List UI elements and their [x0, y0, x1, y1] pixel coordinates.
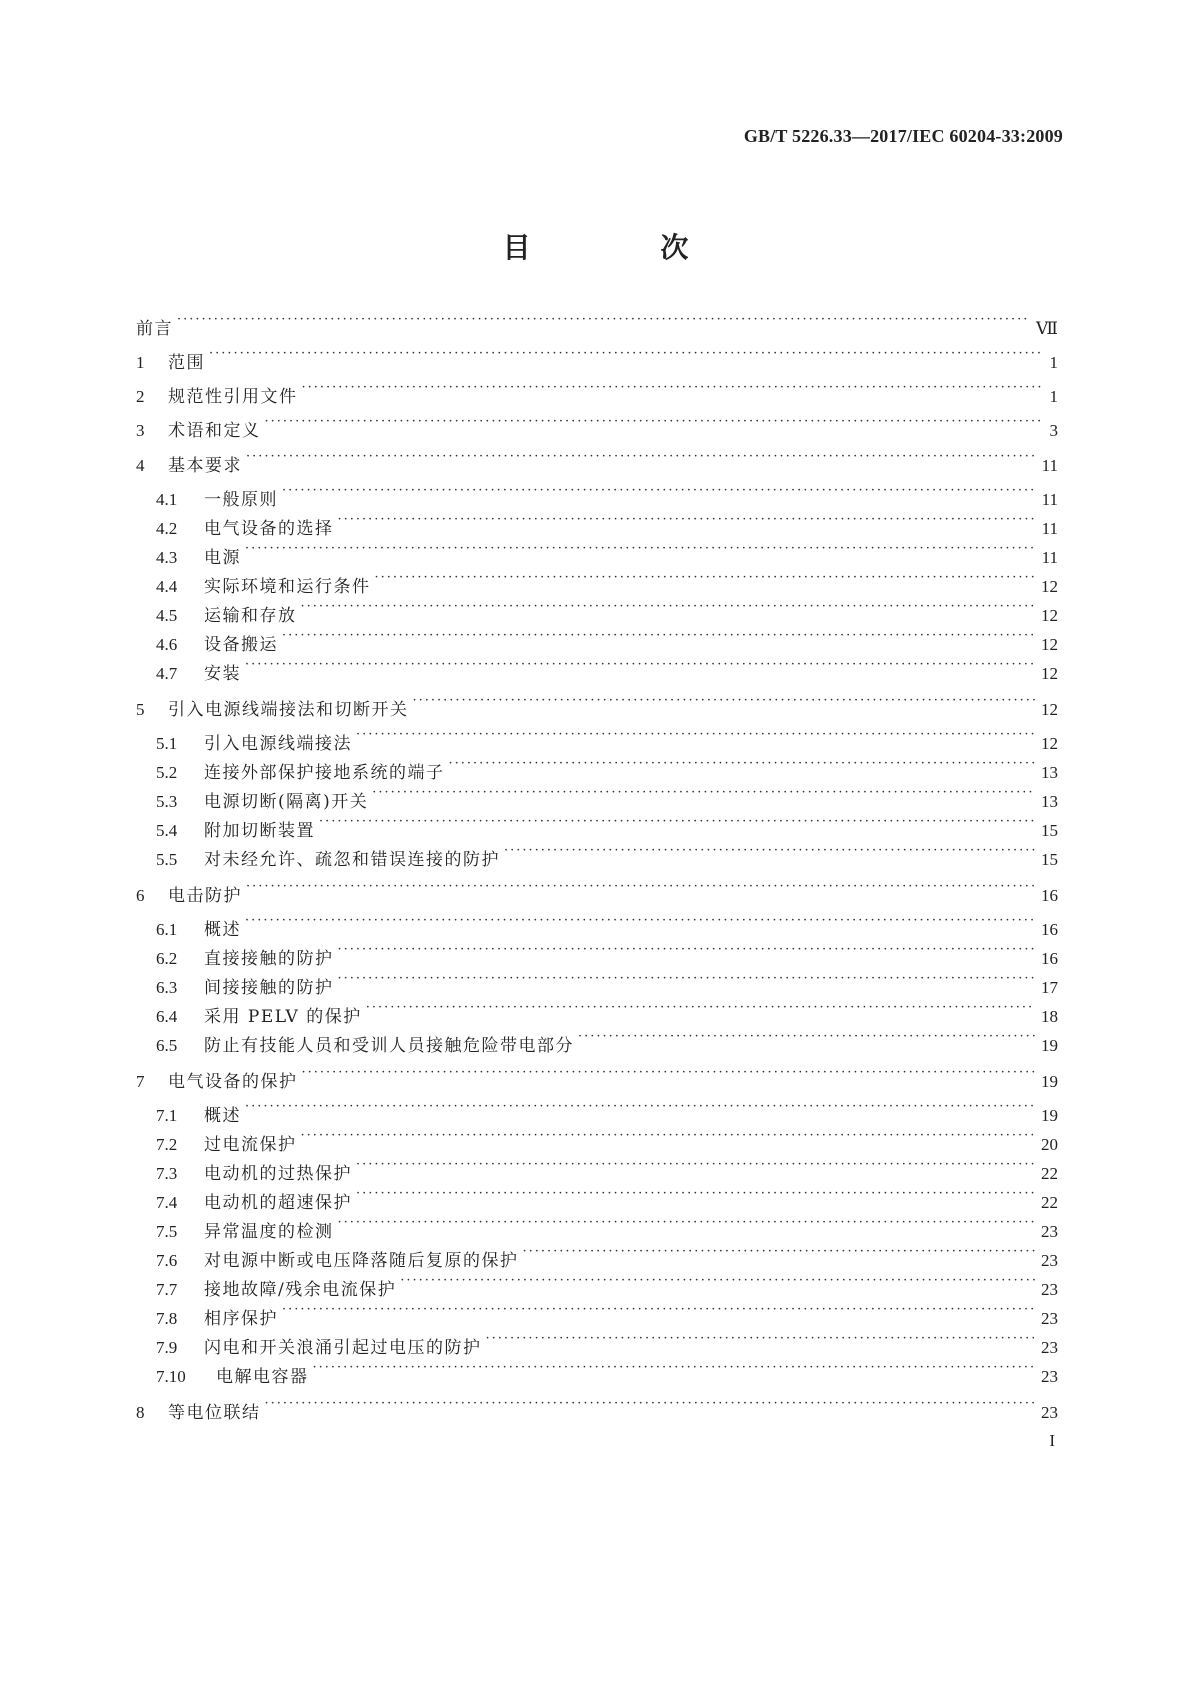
toc-entry-number: 4.7 [156, 664, 178, 683]
toc-entry-number: 2 [136, 387, 145, 406]
toc-entry-page: 23 [1041, 1280, 1058, 1299]
toc-entry-number: 4.4 [156, 577, 178, 596]
toc-entry-title: 过电流保护 [204, 1135, 297, 1155]
toc-entry-page: 3 [1049, 421, 1058, 440]
toc-leader-dots [338, 965, 1036, 993]
toc-entry[interactable] [156, 622, 1058, 655]
toc-entry[interactable] [156, 564, 1058, 597]
toc-entry-page: 19 [1041, 1106, 1058, 1125]
toc-entry-page: 23 [1041, 1338, 1058, 1357]
toc-entry[interactable] [136, 873, 1058, 906]
toc-leader-dots [356, 721, 1035, 749]
toc-entry[interactable] [136, 340, 1058, 373]
toc-entry[interactable] [156, 837, 1058, 870]
toc-entry-page: 23 [1041, 1309, 1058, 1328]
toc-entry-number: 7.8 [156, 1309, 178, 1328]
toc-entry[interactable] [156, 1238, 1058, 1271]
toc-entry-number: 7.3 [156, 1164, 178, 1183]
toc-leader-dots [282, 477, 1036, 505]
toc-entry-number: 3 [136, 421, 145, 440]
toc-leader-dots [523, 1238, 1036, 1266]
toc-entry-page: 17 [1041, 978, 1058, 997]
toc-entry-page: 22 [1041, 1164, 1058, 1183]
toc-entry-page: 16 [1041, 886, 1058, 905]
toc-entry-number: 4.5 [156, 606, 178, 625]
toc-entry-page: 20 [1041, 1135, 1058, 1154]
toc-entry-number: 8 [136, 1403, 145, 1422]
toc-entry[interactable] [156, 1209, 1058, 1242]
toc-entry-title: 电动机的超速保护 [204, 1193, 352, 1213]
toc-leader-dots [245, 1093, 1035, 1121]
toc-entry[interactable] [156, 721, 1058, 754]
toc-entry-title: 相序保护 [204, 1309, 278, 1329]
toc-leader-dots [302, 374, 1044, 402]
toc-entry-page: 13 [1041, 763, 1058, 782]
toc-entry[interactable] [156, 1151, 1058, 1184]
toc-leader-dots [449, 750, 1036, 778]
toc-entry[interactable] [156, 1267, 1058, 1300]
toc-leader-dots [504, 837, 1035, 865]
toc-entry-title: 电动机的过热保护 [204, 1164, 352, 1184]
toc-entry-title: 前言 [136, 319, 173, 339]
toc-entry-title: 设备搬运 [204, 635, 278, 655]
toc-entry-number: 5.1 [156, 734, 178, 753]
toc-leader-dots [282, 622, 1035, 650]
toc-leader-dots [372, 779, 1035, 807]
toc-entry[interactable] [136, 687, 1058, 720]
toc-entry-title: 实际环境和运行条件 [204, 577, 371, 597]
toc-entry-page: 12 [1041, 635, 1058, 654]
toc-entry-page: 16 [1041, 920, 1058, 939]
toc-entry[interactable] [156, 808, 1058, 841]
toc-leader-dots [313, 1354, 1036, 1382]
toc-entry-number: 7.6 [156, 1251, 178, 1270]
toc-leader-dots [245, 651, 1035, 679]
toc-entry[interactable] [156, 535, 1058, 568]
toc-entry[interactable] [156, 965, 1058, 998]
toc-entry-title: 电击防护 [168, 886, 242, 906]
toc-entry-title: 电解电容器 [216, 1367, 309, 1387]
toc-entry-page: 12 [1041, 700, 1058, 719]
toc-entry-number: 4 [136, 456, 145, 475]
toc-entry-title: 对未经允许、疏忽和错误连接的防护 [204, 850, 500, 870]
toc-entry[interactable] [136, 443, 1058, 476]
toc-entry-title: 防止有技能人员和受训人员接触危险带电部分 [204, 1036, 574, 1056]
toc-entry-number: 7.9 [156, 1338, 178, 1357]
toc-entry-number: 7.4 [156, 1193, 178, 1212]
toc-leader-dots [413, 687, 1036, 715]
toc-entry-number: 4.2 [156, 519, 178, 538]
toc-entry-title: 直接接触的防护 [204, 949, 334, 969]
toc-entry[interactable] [156, 1122, 1058, 1155]
toc-entry-number: 7.10 [156, 1367, 186, 1386]
toc-leader-dots [338, 506, 1036, 534]
toc-entry-page: 11 [1041, 519, 1058, 538]
toc-entry-title: 电源切断(隔离)开关 [204, 792, 369, 812]
toc-entry-number: 6.3 [156, 978, 178, 997]
toc-leader-dots [356, 1151, 1035, 1179]
toc-leader-dots [366, 994, 1035, 1022]
toc-entry[interactable] [156, 1325, 1058, 1358]
toc-entry-page: 23 [1041, 1367, 1058, 1386]
toc-entry-number: 1 [136, 353, 145, 372]
toc-entry-page: Ⅶ [1036, 319, 1058, 338]
toc-leader-dots [486, 1325, 1036, 1353]
toc-entry-title: 安装 [204, 664, 241, 684]
toc-entry[interactable] [156, 750, 1058, 783]
toc-leader-dots [319, 808, 1035, 836]
toc-entry-page: 23 [1041, 1222, 1058, 1241]
toc-entry-page: 22 [1041, 1193, 1058, 1212]
toc-leader-dots [301, 593, 1036, 621]
toc-entry-page: 1 [1049, 353, 1058, 372]
toc-entry[interactable] [136, 408, 1058, 441]
toc-entry-title: 对电源中断或电压降落随后复原的保护 [204, 1251, 519, 1271]
toc-leader-dots [338, 936, 1036, 964]
toc-entry-title: 概述 [204, 920, 241, 940]
toc-entry-number: 6.4 [156, 1007, 178, 1026]
toc-entry-page: 23 [1041, 1251, 1058, 1270]
toc-entry-number: 5.2 [156, 763, 178, 782]
toc-leader-dots [246, 443, 1036, 471]
toc-entry-title: 异常温度的检测 [204, 1222, 334, 1242]
toc-entry-number: 6 [136, 886, 145, 905]
toc-entry-page: 1 [1049, 387, 1058, 406]
toc-leader-dots [177, 306, 1030, 334]
toc-entry[interactable] [156, 779, 1058, 812]
toc-leader-dots [356, 1180, 1035, 1208]
toc-leader-dots [246, 873, 1035, 901]
toc-entry-page: 18 [1041, 1007, 1058, 1026]
toc-entry-number: 7.7 [156, 1280, 178, 1299]
toc-entry[interactable] [136, 306, 1058, 339]
toc-entry[interactable] [156, 593, 1058, 626]
toc-leader-dots [282, 1296, 1035, 1324]
toc-leader-dots [338, 1209, 1036, 1237]
toc-entry-page: 11 [1041, 490, 1058, 509]
toc-entry[interactable] [156, 936, 1058, 969]
toc-entry-title: 采用 PELV 的保护 [204, 1007, 362, 1027]
toc-entry-number: 4.6 [156, 635, 178, 654]
toc-entry-title: 电气设备的保护 [168, 1072, 298, 1092]
toc-entry[interactable] [136, 374, 1058, 407]
toc-entry-page: 15 [1041, 850, 1058, 869]
toc-entry-number: 4.3 [156, 548, 178, 567]
toc-leader-dots [578, 1023, 1035, 1051]
toc-entry-title: 基本要求 [168, 456, 242, 476]
toc-leader-dots [301, 1122, 1036, 1150]
toc-entry-number: 6.5 [156, 1036, 178, 1055]
toc-entry-page: 12 [1041, 577, 1058, 596]
toc-leader-dots [209, 340, 1044, 368]
toc-entry-title: 连接外部保护接地系统的端子 [204, 763, 445, 783]
toc-entry[interactable] [156, 1180, 1058, 1213]
toc-entry-title: 接地故障/残余电流保护 [204, 1280, 397, 1300]
toc-entry-number: 5.4 [156, 821, 178, 840]
toc-entry-number: 5.3 [156, 792, 178, 811]
toc-entry-number: 6.2 [156, 949, 178, 968]
toc-entry[interactable] [156, 1354, 1058, 1387]
toc-entry[interactable] [156, 1296, 1058, 1329]
toc-entry-title: 引入电源线端接法和切断开关 [168, 700, 409, 720]
toc-entry-title: 运输和存放 [204, 606, 297, 626]
toc-entry-page: 15 [1041, 821, 1058, 840]
toc-entry-title: 间接接触的防护 [204, 978, 334, 998]
toc-entry-page: 11 [1041, 456, 1058, 475]
toc-entry[interactable] [156, 477, 1058, 510]
toc-entry-number: 5.5 [156, 850, 178, 869]
toc-entry-title: 范围 [168, 353, 205, 373]
toc-entry-page: 19 [1041, 1036, 1058, 1055]
toc-entry-number: 7.5 [156, 1222, 178, 1241]
toc-entry-number: 5 [136, 700, 145, 719]
toc-leader-dots [265, 408, 1044, 436]
toc-entry-page: 19 [1041, 1072, 1058, 1091]
toc-entry[interactable] [136, 1059, 1058, 1092]
toc-leader-dots [400, 1267, 1035, 1295]
toc-entry-page: 23 [1041, 1403, 1058, 1422]
toc-entry-title: 一般原则 [204, 490, 278, 510]
toc-leader-dots [245, 535, 1036, 563]
toc-entry-title: 术语和定义 [168, 421, 261, 441]
toc-entry-page: 13 [1041, 792, 1058, 811]
toc-entry-number: 7 [136, 1072, 145, 1091]
toc-entry-title: 电气设备的选择 [204, 519, 334, 539]
toc-entry-title: 规范性引用文件 [168, 387, 298, 407]
toc-entry-title: 电源 [204, 548, 241, 568]
toc-entry-number: 7.2 [156, 1135, 178, 1154]
toc-entry-page: 12 [1041, 664, 1058, 683]
toc-entry-page: 12 [1041, 734, 1058, 753]
toc-entry[interactable] [156, 651, 1058, 684]
toc-entry[interactable] [156, 1023, 1058, 1056]
toc-entry[interactable] [156, 994, 1058, 1027]
toc-entry-page: 12 [1041, 606, 1058, 625]
toc-entry-number: 7.1 [156, 1106, 178, 1125]
document-code: GB/T 5226.33—2017/IEC 60204-33:2009 [743, 126, 1063, 146]
toc-leader-dots [245, 907, 1035, 935]
toc-entry[interactable] [156, 907, 1058, 940]
toc-entry-page: 11 [1041, 548, 1058, 567]
toc-title: 目 次 [502, 231, 749, 264]
page-number: I [1049, 1431, 1055, 1450]
toc-entry-title: 闪电和开关浪涌引起过电压的防护 [204, 1338, 482, 1358]
toc-leader-dots [265, 1390, 1036, 1418]
toc-entry[interactable] [156, 506, 1058, 539]
toc-leader-dots [375, 564, 1036, 592]
toc-entry[interactable] [156, 1093, 1058, 1126]
toc-leader-dots [302, 1059, 1036, 1087]
toc-entry-title: 附加切断装置 [204, 821, 315, 841]
toc-entry-title: 等电位联结 [168, 1403, 261, 1423]
toc-entry-title: 引入电源线端接法 [204, 734, 352, 754]
toc-entry-number: 6.1 [156, 920, 178, 939]
toc-entry-title: 概述 [204, 1106, 241, 1126]
toc-entry[interactable] [136, 1390, 1058, 1423]
toc-entry-page: 16 [1041, 949, 1058, 968]
toc-entry-number: 4.1 [156, 490, 178, 509]
